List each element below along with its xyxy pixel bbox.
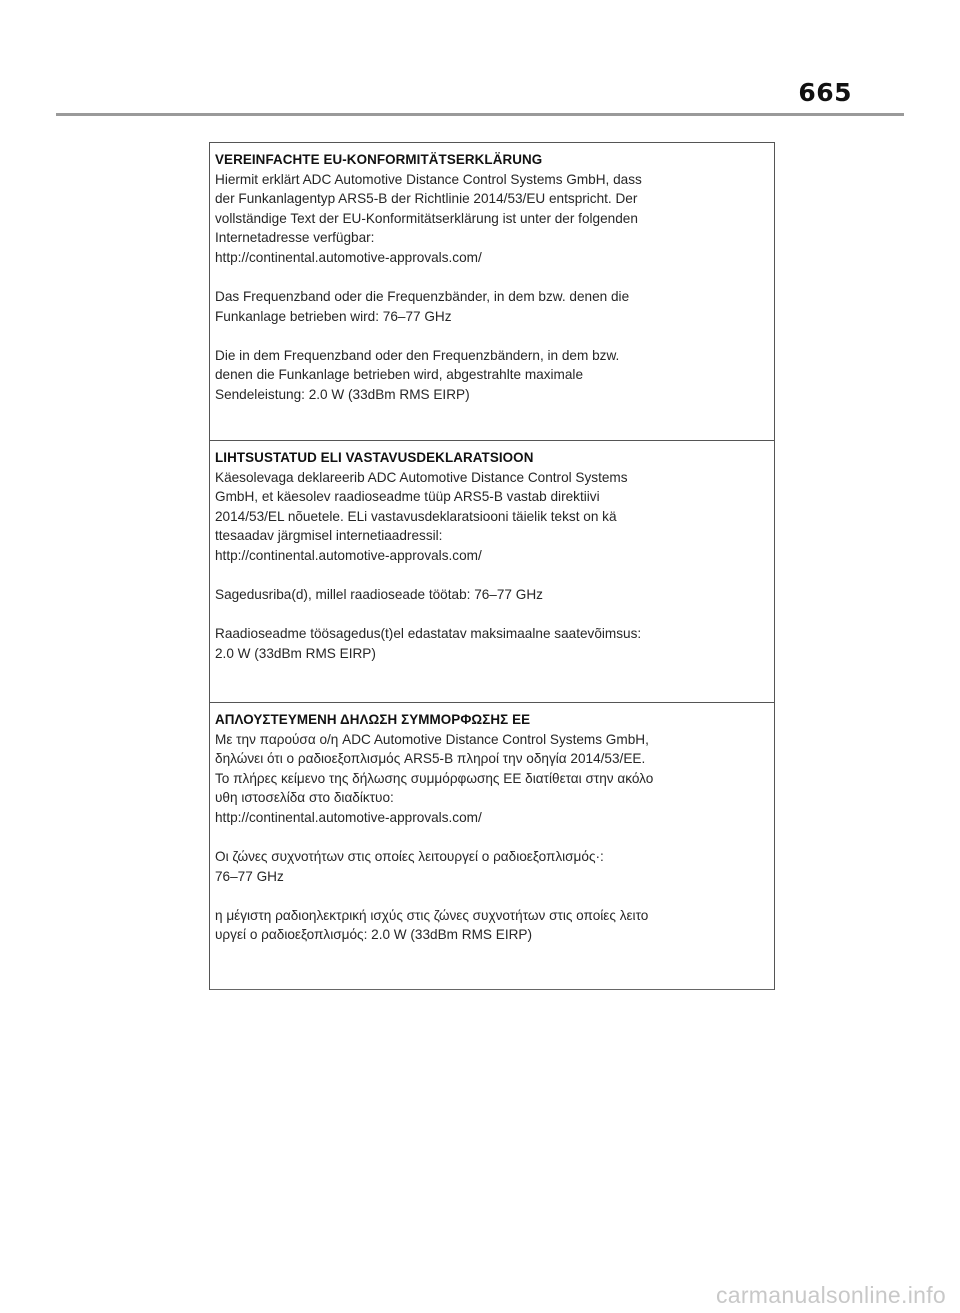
text-line: Sagedusriba(d), millel raadioseade töötab: 76–77 GHz: [215, 587, 543, 603]
frequency-band-paragraph: [215, 585, 774, 605]
text-line: δηλώνει ότι ο ραδιοεξοπλισμός ARS5-B πληροί την οδηγία 2014/53/ΕΕ.: [215, 751, 646, 767]
text-line: Käesolevaga deklareerib ADC Automotive Distance Control Systems: [215, 469, 628, 485]
declaration-box: [209, 142, 775, 990]
text-line: υθη ιστοσελίδα στο διαδίκτυο:: [215, 790, 394, 806]
frequency-band-paragraph: [215, 847, 774, 886]
section-heading: LIHTSUSTATUD ELI VASTAVUSDEKLARATSIOON: [215, 450, 534, 465]
text-line: 2.0 W (33dBm RMS EIRP): [215, 645, 376, 661]
section-german: [210, 143, 774, 440]
max-power-paragraph: [215, 346, 774, 405]
text-line: vollständige Text der EU-Konformitätserklärung ist unter der folgenden: [215, 210, 638, 226]
section-heading: ΑΠΛΟΥΣΤΕΥΜΕΝΗ ΔΗΛΩΣΗ ΣΥΜΜΟΡΦΩΣΗΣ ΕΕ: [215, 712, 531, 727]
text-line: Sendeleistung: 2.0 W (33dBm RMS EIRP): [215, 386, 470, 402]
approval-url: http://continental.automotive-approvals.com/: [215, 547, 482, 563]
box-bottom-rule: [210, 989, 774, 991]
frequency-band-paragraph: [215, 287, 774, 326]
section-estonian: [210, 440, 774, 702]
text-line: ttesaadav järgmisel internetiaadressil:: [215, 528, 443, 544]
text-line: der Funkanlagentyp ARS5-B der Richtlinie 2014/53/EU entspricht. Der: [215, 191, 638, 207]
text-line: υργεί ο ραδιοεξοπλισμός: 2.0 W (33dBm RMS EIRP): [215, 927, 533, 943]
text-line: Με την παρούσα ο/η ADC Automotive Distance Control Systems GmbH,: [215, 731, 649, 747]
header-rule: [56, 113, 904, 116]
section-heading: VEREINFACHTE EU-KONFORMITÄTSERKLÄRUNG: [215, 152, 543, 167]
watermark: carmanualsonline.info: [715, 1282, 946, 1308]
text-line: Raadioseadme töösagedus(t)el edastatav maksimaalne saatevõimsus:: [215, 626, 642, 642]
text-line: Funkanlage betrieben wird: 76–77 GHz: [215, 308, 452, 324]
intro-paragraph: [215, 170, 774, 268]
intro-paragraph: [215, 468, 774, 566]
text-line: Hiermit erklärt ADC Automotive Distance Control Systems GmbH, dass: [215, 171, 642, 187]
text-line: Die in dem Frequenzband oder den Frequenzbändern, in dem bzw.: [215, 347, 620, 363]
text-line: 2014/53/EL nõuetele. ELi vastavusdeklaratsiooni täielik tekst on kä: [215, 508, 617, 524]
text-line: η μέγιστη ραδιοηλεκτρική ισχύς στις ζώνες συχνοτήτων στις οποίες λειτο: [215, 907, 649, 923]
page-number: 665: [798, 78, 852, 107]
approval-url: http://continental.automotive-approvals.com/: [215, 809, 482, 825]
text-line: GmbH, et käesolev raadioseadme tüüp ARS5-B vastab direktiivi: [215, 489, 600, 505]
max-power-paragraph: [215, 624, 774, 663]
section-greek: [210, 702, 774, 991]
text-line: 76–77 GHz: [215, 868, 284, 884]
text-line: denen die Funkanlage betrieben wird, abgestrahlte maximale: [215, 367, 584, 383]
intro-paragraph: [215, 730, 774, 828]
text-line: Το πλήρες κείμενο της δήλωσης συμμόρφωσης ΕΕ διατίθεται στην ακόλο: [215, 770, 654, 786]
text-line: Das Frequenzband oder die Frequenzbänder, in dem bzw. denen die: [215, 289, 630, 305]
text-line: Οι ζώνες συχνοτήτων στις οποίες λειτουργεί ο ραδιοεξοπλισμός·:: [215, 849, 604, 865]
approval-url: http://continental.automotive-approvals.com/: [215, 249, 482, 265]
text-line: Internetadresse verfügbar:: [215, 230, 375, 246]
max-power-paragraph: [215, 906, 774, 945]
